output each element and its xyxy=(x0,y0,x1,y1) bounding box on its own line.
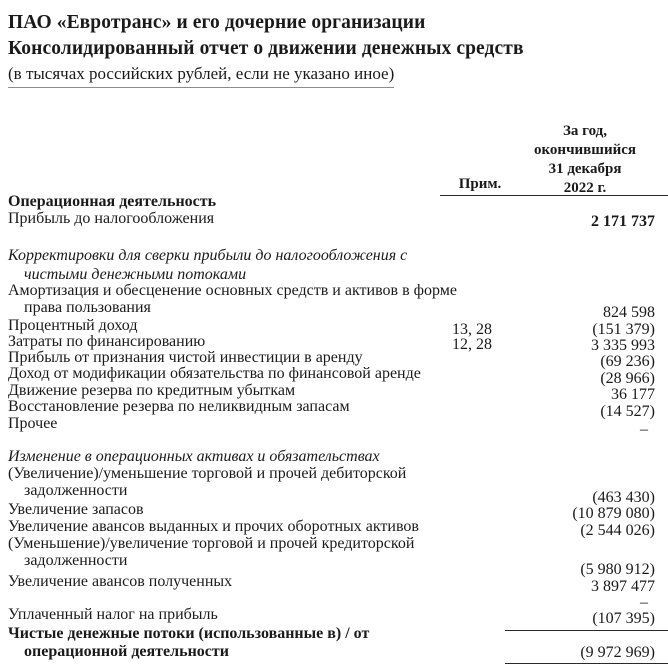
row-value-income-tax-paid: (107 395) xyxy=(592,610,655,627)
company-name: ПАО «Евротранс» и его дочерние организации xyxy=(8,12,426,33)
row-value-profit-before-tax: 2 171 737 xyxy=(591,213,655,230)
row-label-finance-costs: Затраты по финансированию xyxy=(8,333,206,350)
row-value-advances-received-trailing-dash: – xyxy=(640,594,648,611)
row-label-advances-issued: Увеличение авансов выданных и прочих оборотных активов xyxy=(8,518,419,535)
row-value-inventories-increase: (10 879 080) xyxy=(572,505,655,522)
row-label-reversal-illiquid-stock: Восстановление резерва по неликвидным запасам xyxy=(8,398,350,415)
row-label-interest-income: Процентный доход xyxy=(8,317,138,334)
row-value-finance-costs: 3 335 993 xyxy=(591,337,655,354)
total-rule xyxy=(505,663,668,664)
period-column-header xyxy=(515,122,655,198)
row-label-trade-receivables-line-2: задолженности xyxy=(24,482,128,499)
period-header-line-4: 2022 г. xyxy=(563,180,607,196)
row-note-interest-income: 13, 28 xyxy=(452,321,492,338)
row-label-profit-before-tax: Прибыль до налогообложения xyxy=(8,210,215,227)
row-label-trade-payables-line-1: (Уменьшение)/увеличение торговой и прочей кредиторской xyxy=(8,535,415,552)
row-label-trade-receivables-line-1: (Увеличение)/уменьшение торговой и прочей дебиторской xyxy=(8,465,407,482)
row-value-reversal-illiquid-stock: (14 527) xyxy=(600,403,655,420)
row-label-advances-received: Увеличение авансов полученных xyxy=(8,573,233,590)
row-label-trade-payables-line-2: задолженности xyxy=(24,552,128,569)
row-note-finance-costs: 12, 28 xyxy=(452,336,492,353)
period-header-line-1: За год, xyxy=(562,123,607,139)
row-value-trade-receivables: (463 430) xyxy=(592,489,655,506)
row-value-advances-received: 3 897 477 xyxy=(591,578,655,595)
row-value-interest-income: (151 379) xyxy=(592,321,655,338)
row-value-credit-loss-provision: 36 177 xyxy=(611,386,655,403)
header-rule xyxy=(440,195,668,196)
note-column-header: Прим. xyxy=(458,176,502,192)
row-label-gain-net-investment-lease: Прибыль от признания чистой инвестиции в аренду xyxy=(8,349,363,366)
row-value-other: – xyxy=(640,421,648,438)
row-value-trade-payables: (5 980 912) xyxy=(580,561,655,578)
row-label-inventories-increase: Увеличение запасов xyxy=(8,501,144,518)
units-note: (в тысячах российских рублей, если не указано иное) xyxy=(8,62,394,88)
row-value-advances-issued: (2 544 026) xyxy=(580,522,655,539)
row-label-income-tax-paid: Уплаченный налог на прибыль xyxy=(8,606,218,623)
page-title: Консолидированный отчет о движении денежных средств xyxy=(8,38,524,59)
section-heading-operating: Операционная деятельность xyxy=(8,193,217,210)
row-value-income-lease-modification: (28 966) xyxy=(600,370,655,387)
row-label-credit-loss-provision: Движение резерва по кредитным убыткам xyxy=(8,382,296,399)
section-heading-adjustments-line-2: чистыми денежными потоками xyxy=(24,266,247,283)
section-heading-adjustments-line-1: Корректировки для сверки прибыли до налогообложения с xyxy=(8,247,408,264)
period-header-line-2: окончившийся xyxy=(533,142,636,158)
row-value-net-cash-operating: (9 972 969) xyxy=(580,644,655,661)
row-label-depreciation-line-1: Амортизация и обесценение основных средств и активов в форме xyxy=(8,282,457,299)
row-label-other: Прочее xyxy=(8,415,58,432)
row-label-net-cash-operating-line-1: Чистые денежные потоки (использованные в) / от xyxy=(8,625,370,642)
document-header xyxy=(8,10,658,88)
period-header-line-3: 31 декабря xyxy=(548,161,622,177)
row-label-net-cash-operating-line-2: операционной деятельности xyxy=(24,643,229,660)
section-heading-working-capital: Изменение в операционных активах и обязательствах xyxy=(8,448,380,465)
row-value-gain-net-investment-lease: (69 236) xyxy=(600,353,655,370)
row-label-depreciation-line-2: права пользования xyxy=(24,299,151,316)
row-label-income-lease-modification: Доход от модификации обязательства по финансовой аренде xyxy=(8,365,421,382)
subtotal-rule xyxy=(505,630,668,631)
row-value-depreciation: 824 598 xyxy=(603,304,655,321)
